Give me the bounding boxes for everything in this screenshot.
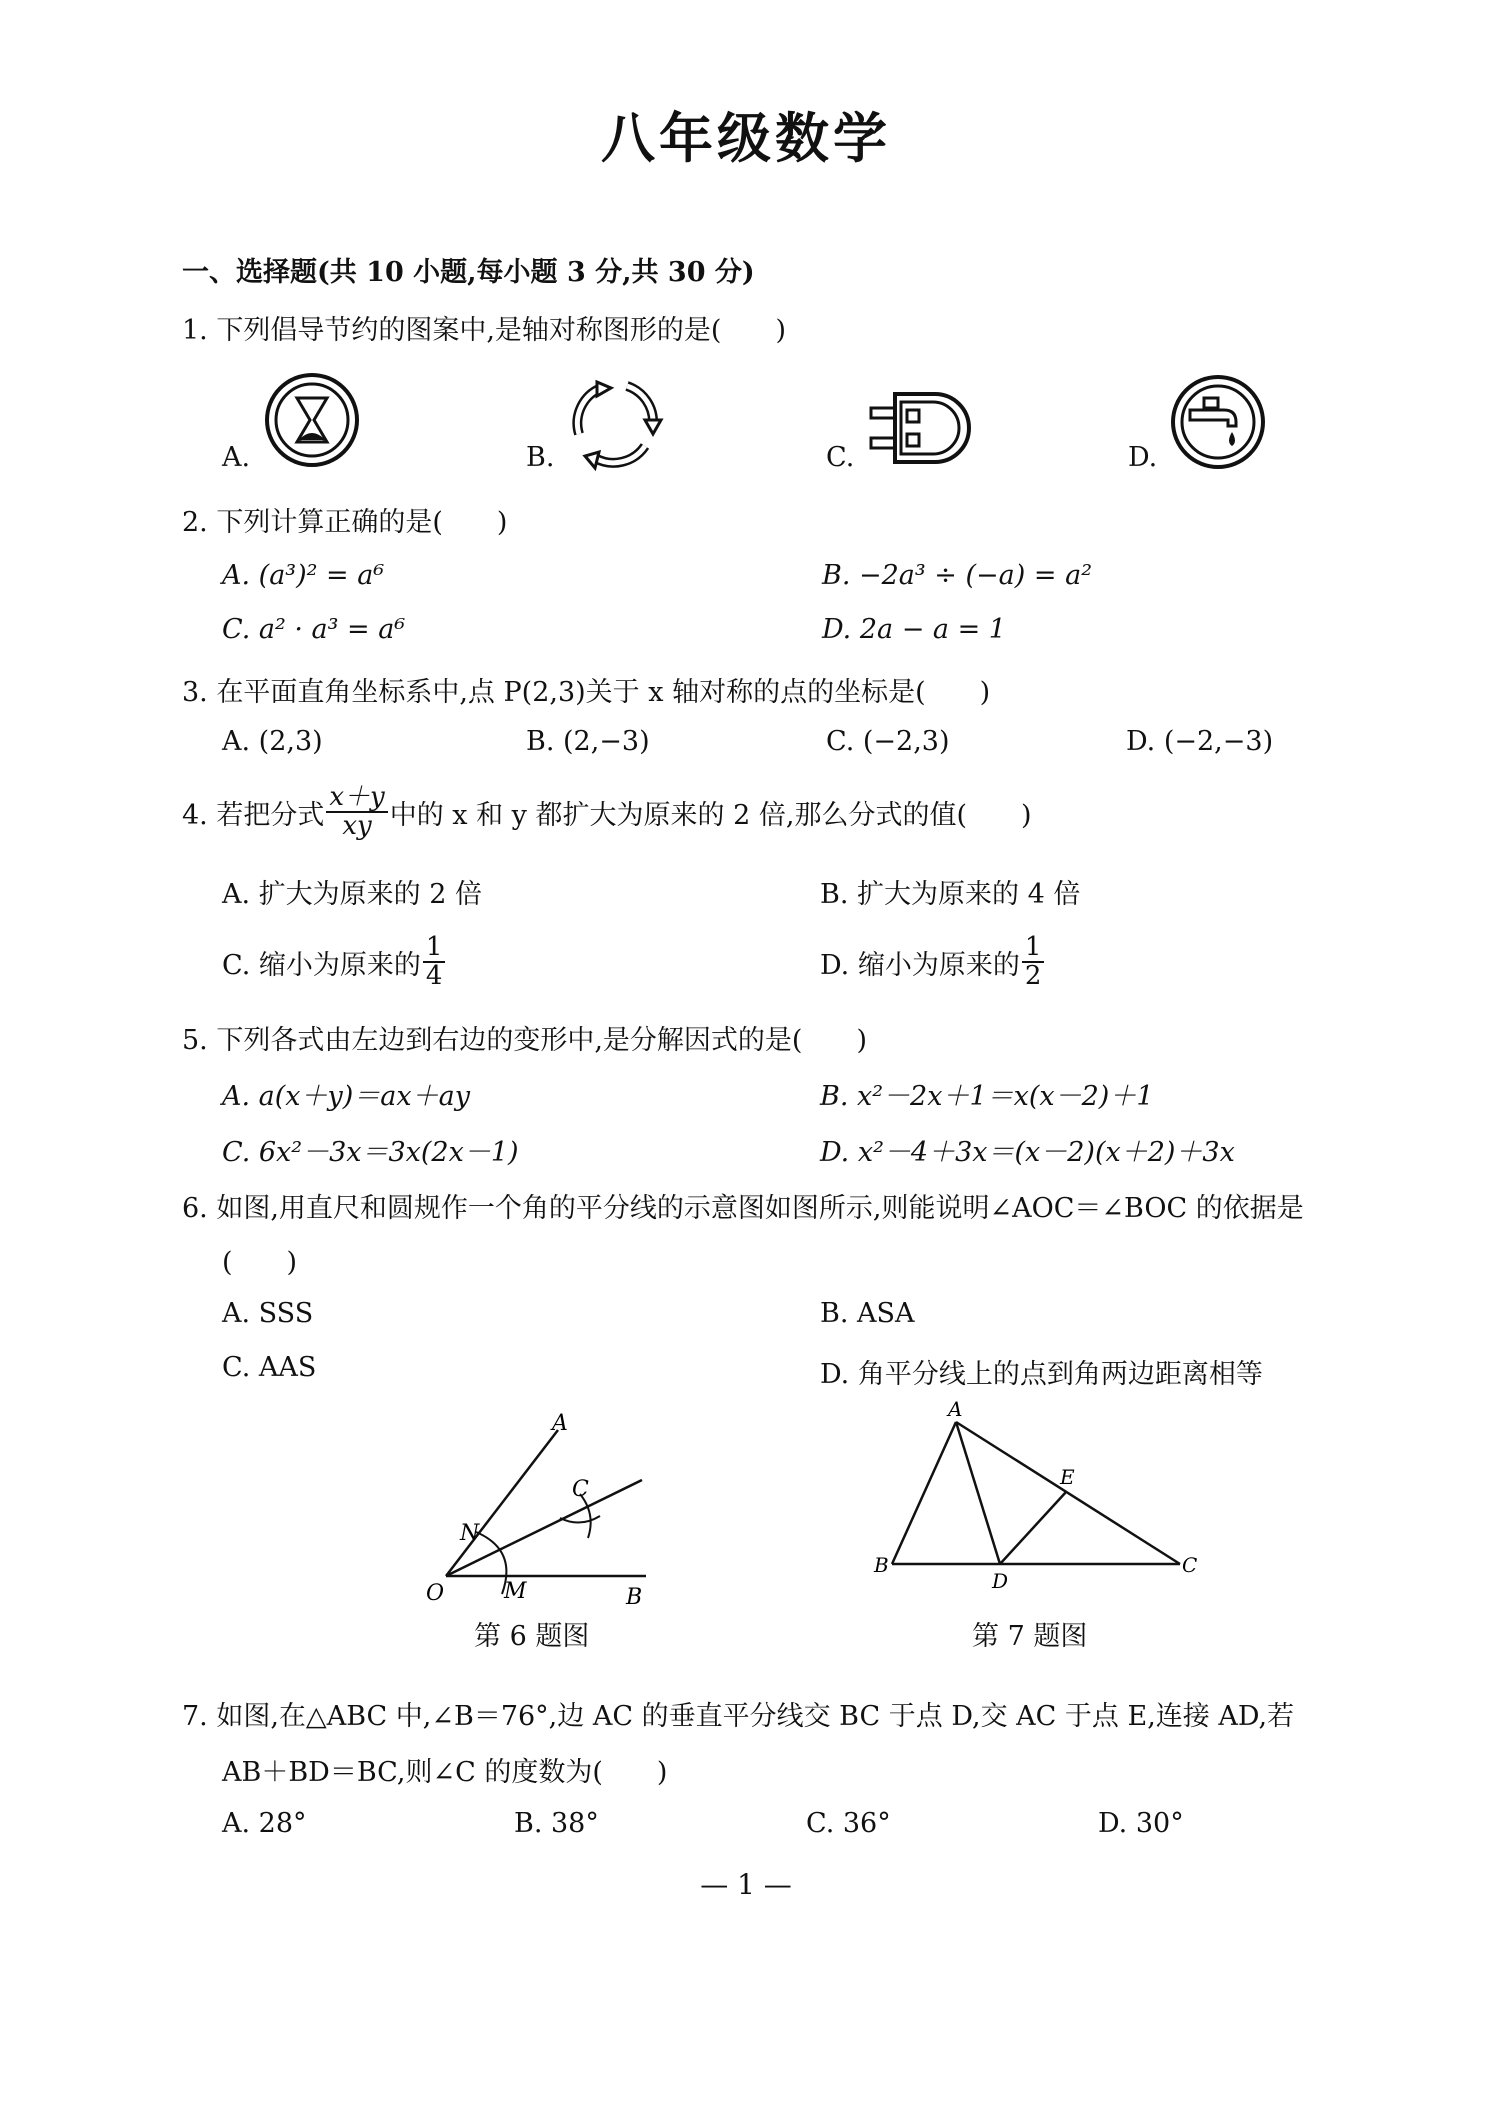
fig7-label-a: A [948, 1397, 963, 1421]
fig7-segment-de [1000, 1492, 1066, 1564]
fig6-arc-mn [476, 1532, 506, 1594]
fig6-label-c: C [572, 1477, 589, 1502]
fig6-label-n: N [460, 1521, 480, 1546]
q4-option-c-text: C. 缩小为原来的 [222, 949, 421, 981]
q2-option-b: B. −2a³ ÷ (−a) = a² [822, 560, 1093, 591]
q1-option-c-label: C. [826, 442, 855, 473]
q4-option-d-denominator: 2 [1024, 961, 1042, 992]
question-3-stem: 3. 在平面直角坐标系中,点 P(2,3)关于 x 轴对称的点的坐标是( ) [182, 677, 991, 708]
q3-option-d: D. (−2,−3) [1126, 726, 1274, 757]
question-5-stem: 5. 下列各式由左边到右边的变形中,是分解因式的是( ) [182, 1025, 867, 1056]
q7-option-b: B. 38° [514, 1808, 599, 1839]
plug-icon [865, 388, 985, 468]
q2-option-d: D. 2a − a = 1 [822, 614, 1006, 645]
section-heading: 一、选择题(共 10 小题,每小题 3 分,共 30 分) [182, 257, 755, 288]
fig6-label-b: B [626, 1585, 643, 1610]
fig6-label-m: M [504, 1579, 527, 1604]
q1-option-a-label: A. [222, 442, 251, 473]
question-7-stem-line2: AB＋BD＝BC,则∠C 的度数为( ) [222, 1757, 668, 1788]
q2-option-a: A. (a³)² = a⁶ [222, 560, 385, 591]
fig6-label-o: O [426, 1581, 445, 1606]
recycle-arrows-icon [565, 372, 665, 472]
figure-6-angle-bisector [410, 1410, 670, 1610]
q7-option-c: C. 36° [806, 1808, 891, 1839]
q6-option-a: A. SSS [222, 1298, 314, 1329]
fig7-label-e: E [1060, 1465, 1075, 1489]
question-4-stem [182, 784, 1032, 841]
q4-option-c [222, 934, 447, 991]
question-6-stem-line2: ( ) [222, 1247, 298, 1278]
question-6-stem-line1: 6. 如图,用直尺和圆规作一个角的平分线的示意图如图所示,则能说明∠AOC＝∠BOC 的依据是 [182, 1193, 1304, 1224]
question-7-stem-line1: 7. 如图,在△ABC 中,∠B＝76°,边 AC 的垂直平分线交 BC 于点 D,交 AC 于点 E,连接 AD,若 [182, 1701, 1295, 1732]
q4-fraction [326, 784, 387, 841]
page-title: 八年级数学 [601, 106, 891, 170]
fig7-label-d: D [992, 1569, 1009, 1593]
q7-option-a: A. 28° [222, 1808, 307, 1839]
question-1-stem: 1. 下列倡导节约的图案中,是轴对称图形的是( ) [182, 315, 786, 346]
q4-option-c-numerator: 1 [423, 934, 446, 963]
fig7-side-ac [956, 1422, 1180, 1564]
q4-stem-suffix: 中的 x 和 y 都扩大为原来的 2 倍,那么分式的值( ) [389, 799, 1032, 831]
q3-option-c: C. (−2,3) [826, 726, 950, 757]
q3-option-a: A. (2,3) [222, 726, 323, 757]
fig7-label-b: B [874, 1553, 889, 1577]
q4-option-c-denominator: 4 [425, 961, 443, 992]
fig7-side-ab [892, 1422, 956, 1564]
question-2-stem: 2. 下列计算正确的是( ) [182, 507, 508, 538]
figure-7-caption: 第 7 题图 [972, 1621, 1088, 1652]
q6-option-d: D. 角平分线上的点到角两边距离相等 [820, 1359, 1263, 1390]
faucet-circle-icon [1168, 372, 1268, 472]
q7-option-d: D. 30° [1098, 1808, 1184, 1839]
q4-option-a: A. 扩大为原来的 2 倍 [222, 879, 483, 910]
q5-option-d: D. x²－4＋3x＝(x－2)(x＋2)＋3x [820, 1137, 1235, 1168]
q4-option-b: B. 扩大为原来的 4 倍 [820, 879, 1081, 910]
q6-option-b: B. ASA [820, 1298, 915, 1329]
fig6-label-a: A [552, 1411, 568, 1436]
fig7-label-c: C [1182, 1553, 1198, 1577]
q4-option-c-fraction [423, 934, 446, 991]
q3-option-b: B. (2,−3) [526, 726, 650, 757]
q4-option-d-numerator: 1 [1022, 934, 1045, 963]
fig7-segment-ad [956, 1422, 1000, 1564]
q4-stem-prefix: 4. 若把分式 [182, 799, 325, 831]
page-number: — 1 — [700, 1868, 792, 1901]
q4-option-d-text: D. 缩小为原来的 [820, 949, 1020, 981]
q4-option-d-fraction [1022, 934, 1045, 991]
q4-fraction-denominator: xy [342, 811, 372, 842]
q5-option-b: B. x²－2x＋1＝x(x－2)＋1 [820, 1081, 1154, 1112]
q2-option-c: C. a² · a³ = a⁶ [222, 614, 406, 645]
q5-option-c: C. 6x²－3x＝3x(2x－1) [222, 1137, 519, 1168]
q6-option-c: C. AAS [222, 1352, 317, 1383]
figure-7-triangle [870, 1396, 1210, 1606]
sand-clock-circle-icon [262, 370, 362, 470]
q5-option-a: A. a(x＋y)＝ax＋ay [222, 1081, 470, 1112]
figure-6-caption: 第 6 题图 [474, 1621, 590, 1652]
q4-option-d [820, 934, 1046, 991]
q4-fraction-numerator: x＋y [326, 784, 387, 813]
q1-option-b-label: B. [526, 442, 555, 473]
q1-option-d-label: D. [1128, 442, 1158, 473]
